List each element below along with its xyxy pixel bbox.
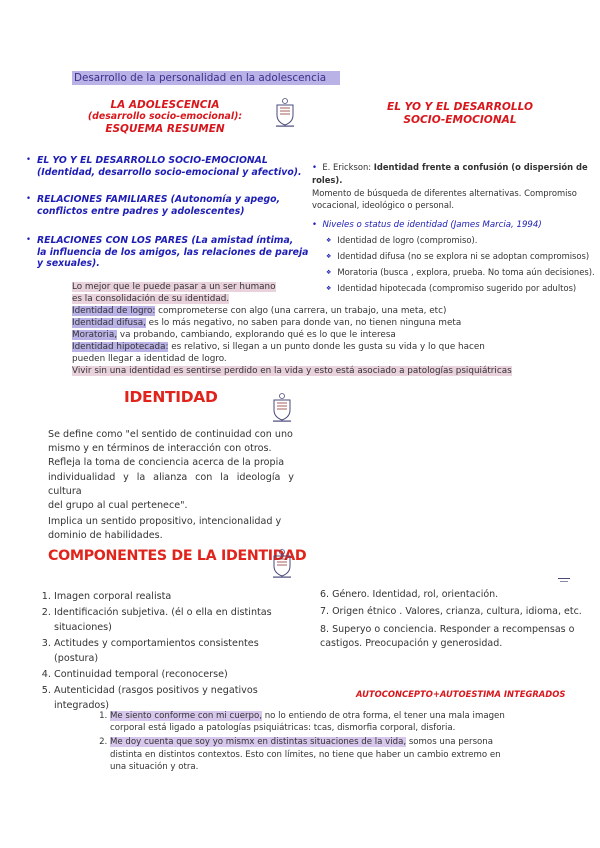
notes-moratoria: Moratoria, va probando, cambiando, explorando qué es lo que le interesa: [72, 330, 396, 340]
document-title: Desarrollo de la personalidad en la adolescencia: [72, 71, 340, 85]
componentes-right: [320, 588, 595, 652]
erickson-line2: Momento de búsqueda de diferentes alternativas. Compromiso: [312, 187, 577, 198]
university-crest-icon: [271, 392, 293, 426]
list-item: ❖ Moratoria (busca , explora, prueba. No toma aún decisiones).: [326, 265, 600, 281]
left-item-1-line1: EL YO Y EL DESARROLLO SOCIO-EMOCIONAL: [37, 155, 268, 166]
notes-hipotecada: Identidad hipotecada: es relativo, si llegan a un punto donde les gusta su vida y lo que hacen: [72, 342, 485, 352]
list-item: 6. Género. Identidad, rol, orientación.: [320, 589, 499, 600]
left-item-3-line3: y sexuales).: [37, 258, 100, 270]
list-item: ❖ Identidad de logro (compromiso).: [326, 233, 600, 249]
notes-hipotecada-2: pueden llegar a identidad de logro.: [72, 354, 227, 364]
left-heading: [60, 99, 270, 135]
autoconcepto-heading: AUTOCONCEPTO+AUTOESTIMA INTEGRADOS: [356, 689, 566, 699]
left-heading-line2: (desarrollo socio-emocional):: [87, 111, 243, 122]
left-item-2-line1: RELACIONES FAMILIARES (Autonomía y apego,: [37, 194, 281, 205]
identidad-definition: Se define como "el sentido de continuidad con uno mismo y en términos de interacción con otros. Refleja la toma de conciencia acerca de la propia individualidad y la alianza con la ideología y cultura del grupo al cual pertenece".: [48, 429, 294, 512]
identidad-heading: IDENTIDAD: [124, 388, 218, 406]
notes-vivir: Vivir sin una identidad es sentirse perdido en la vida y esto está asociado a patologías psiquiátricas: [72, 366, 512, 376]
left-heading-line3: ESQUEMA RESUMEN: [105, 123, 225, 135]
erickson-bold: Identidad frente a confusión (o dispersión de roles).: [312, 162, 588, 186]
notes-logro: Identidad de logro: comprometerse con algo (una carrera, un trabajo, una meta, etc): [72, 306, 447, 316]
left-item-3: • RELACIONES CON LOS PARES (La amistad íntima, la influencia de los amigos, las relaciones de pareja y sexuales).: [26, 235, 316, 270]
erickson-line1: • E. Erickson: Identidad frente a confusión (o dispersión de roles).: [312, 162, 588, 186]
list-item: 7. Origen étnico . Valores, crianza, cultura, idioma, etc.: [320, 606, 582, 618]
componentes-left: [36, 590, 300, 715]
erickson-block: [312, 161, 600, 212]
left-item-1-line2: (Identidad, desarrollo socio-emocional y afectivo).: [37, 166, 302, 178]
list-item: ❖ Identidad hipotecada (compromiso sugerido por adultos): [326, 281, 600, 297]
left-item-2: • RELACIONES FAMILIARES (Autonomía y apego, conflictos entre padres y adolescentes): [26, 194, 306, 217]
university-crest-icon: [271, 548, 293, 582]
notes-line1: Lo mejor que le puede pasar a un ser humano: [72, 282, 276, 292]
left-item-3-line1: RELACIONES CON LOS PARES (La amistad íntima,: [37, 235, 294, 246]
list-item: 3. Actitudes y comportamientos consistentes (postura): [54, 637, 300, 666]
list-item: 1. Imagen corporal realista: [54, 590, 300, 604]
notes-difusa: Identidad difusa, es lo más negativo, no saben para donde van, no tienen ninguna meta: [72, 318, 462, 328]
final-list: [90, 710, 540, 775]
university-crest-icon: [274, 97, 296, 131]
right-heading: [370, 101, 550, 127]
left-item-1: • EL YO Y EL DESARROLLO SOCIO-EMOCIONAL (Identidad, desarrollo socio-emocional y afectivo).: [26, 155, 306, 178]
identidad-implica: Implica un sentido propositivo, intencionalidad y dominio de habilidades.: [48, 516, 282, 542]
erickson-line3: vocacional, ideológico o personal.: [312, 200, 454, 211]
list-item: 1. Me siento conforme con mi cuerpo, no lo entiendo de otra forma, el tener una mala imagen corporal está ligado a patologías psiquiátricas: tcas, dismorfia corporal, disforia.: [110, 710, 540, 734]
left-heading-line1: LA ADOLESCENCIA: [110, 99, 220, 111]
list-item: 8. Superyo o conciencia. Responder a recompensas o: [320, 623, 575, 635]
list-item: 5. Autenticidad (rasgos positivos y negativos integrados): [54, 684, 300, 713]
list-item: 4. Continuidad temporal (reconocerse): [54, 668, 300, 682]
notes-block: [72, 281, 532, 377]
notes-line2: es la consolidación de su identidad.: [72, 294, 230, 304]
marcia-title: • Niveles o status de identidad (James Marcia, 1994): [312, 220, 542, 230]
list-item-continuation: castigos. Preocupación y generosidad.: [320, 638, 503, 650]
list-item: 2. Identificación subjetiva. (él o ella en distintas situaciones): [54, 606, 300, 635]
right-heading-line2: SOCIO-EMOCIONAL: [403, 114, 517, 126]
right-heading-line1: EL YO Y EL DESARROLLO: [386, 101, 533, 113]
list-item: ❖ Identidad difusa (no se explora ni se adoptan compromisos): [326, 249, 600, 265]
list-item: 2. Me doy cuenta que soy yo mismx en distintas situaciones de la vida, somos una persona distinta en distintos contextos. Esto con límites, no tiene que haber un cambio extremo en una situación y otra.: [110, 736, 540, 773]
left-item-2-line2: conflictos entre padres y adolescentes): [37, 205, 245, 217]
componentes-heading: COMPONENTES DE LA IDENTIDAD: [48, 548, 307, 564]
left-item-3-line2: la influencia de los amigos, las relaciones de pareja: [37, 246, 309, 258]
